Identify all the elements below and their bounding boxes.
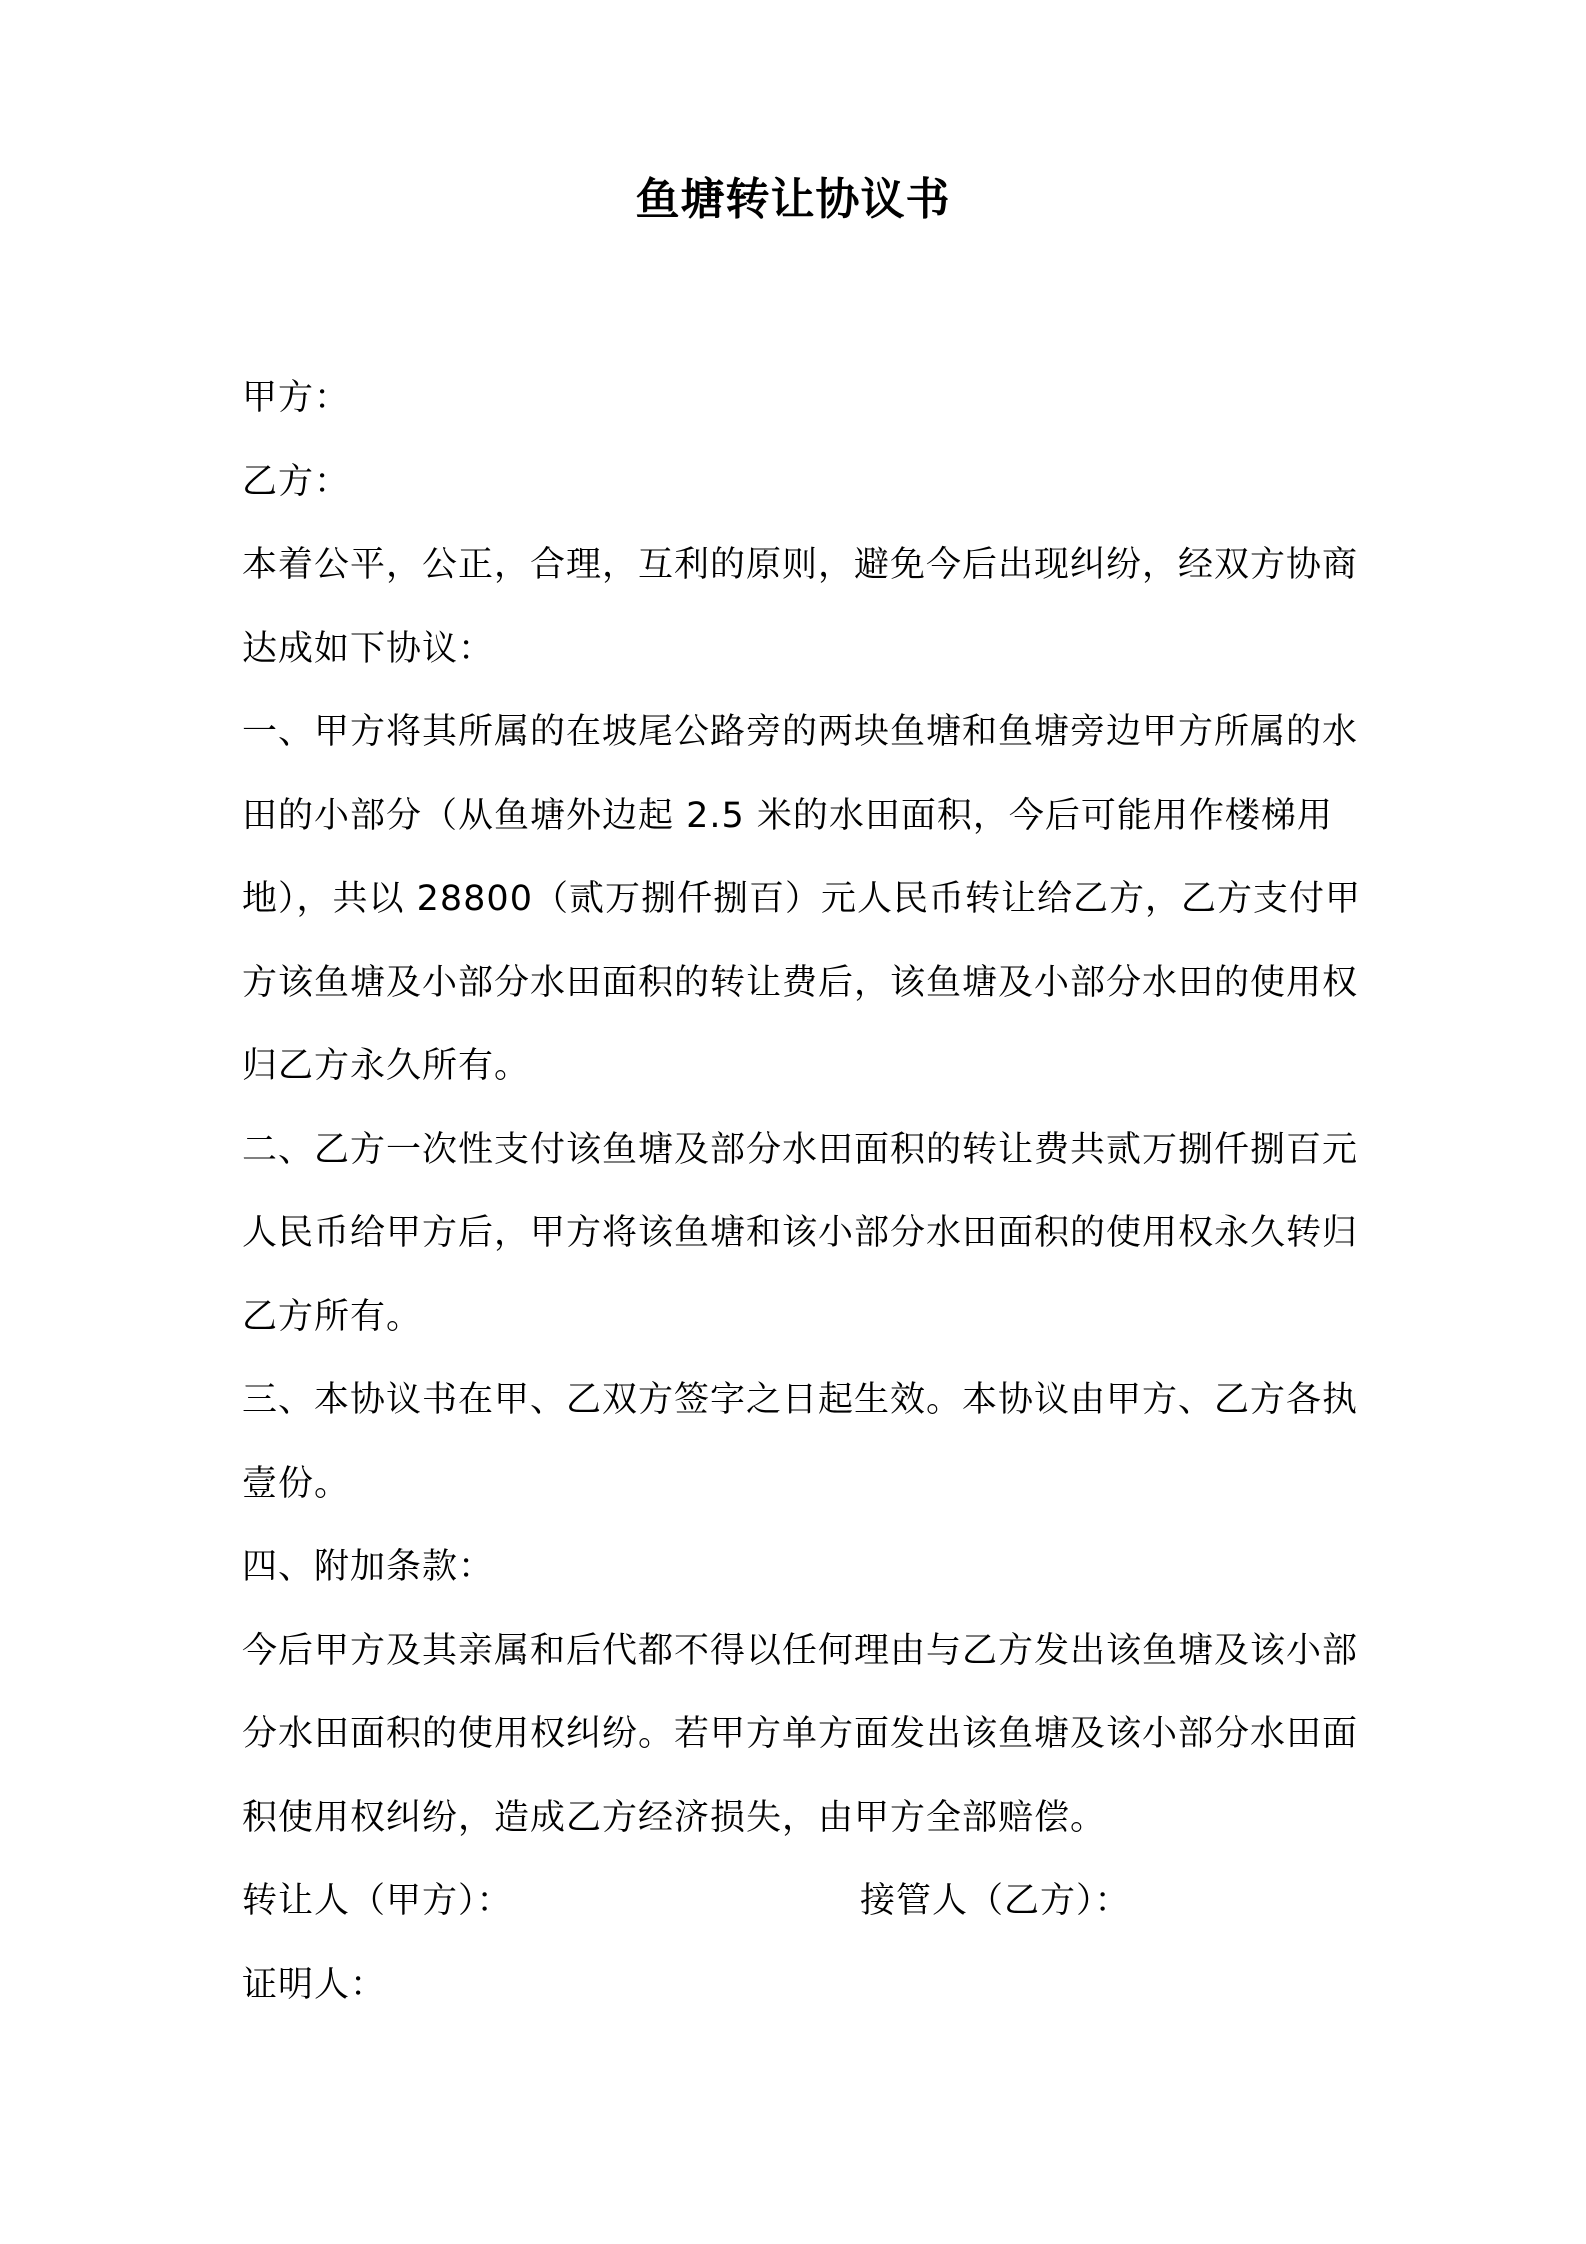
clause-1-paragraph: 一、甲方将其所属的在坡尾公路旁的两块鱼塘和鱼塘旁边甲方所属的水田的小部分（从鱼塘外边起 2.5 米的水田面积，今后可能用作楼梯用地），共以 28800（贰万捌仟捌百）元人民币转让给乙方，乙方支付甲方该鱼塘及小部分水田面积的转让费后，该鱼塘及小部分水田的使用权归乙方永久所有。 xyxy=(242,712,1361,1086)
clause-4-heading: 四、附加条款： xyxy=(242,1547,495,1587)
receiver-label: 接管人（乙方）： xyxy=(860,1881,1131,1921)
document-title: 鱼塘转让协议书 xyxy=(635,174,951,225)
clause-2-paragraph: 二、乙方一次性支付该鱼塘及部分水田面积的转让费共贰万捌仟捌百元人民币给甲方后，甲方将该鱼塘和该小部分水田面积的使用权永久转归乙方所有。 xyxy=(242,1129,1359,1337)
document-body xyxy=(242,357,1362,2027)
witness-label: 证明人： xyxy=(242,1964,387,2005)
signature-row xyxy=(242,1860,1362,1944)
clause-3-paragraph: 三、本协议书在甲、乙双方签字之日起生效。本协议由甲方、乙方各执壹份。 xyxy=(242,1380,1359,1504)
preamble-paragraph: 本着公平，公正，合理，互利的原则，避免今后出现纠纷，经双方协商达成如下协议： xyxy=(242,545,1359,669)
party-b-line: 乙方： xyxy=(242,461,351,502)
clause-4-paragraph: 今后甲方及其亲属和后代都不得以任何理由与乙方发出该鱼塘及该小部分水田面积的使用权纠纷。若甲方单方面发出该鱼塘及该小部分水田面积使用权纠纷，造成乙方经济损失，由甲方全部赔偿。 xyxy=(242,1630,1359,1838)
party-a-line: 甲方： xyxy=(242,378,351,418)
transferor-label: 转让人（甲方）： xyxy=(242,1881,513,1921)
